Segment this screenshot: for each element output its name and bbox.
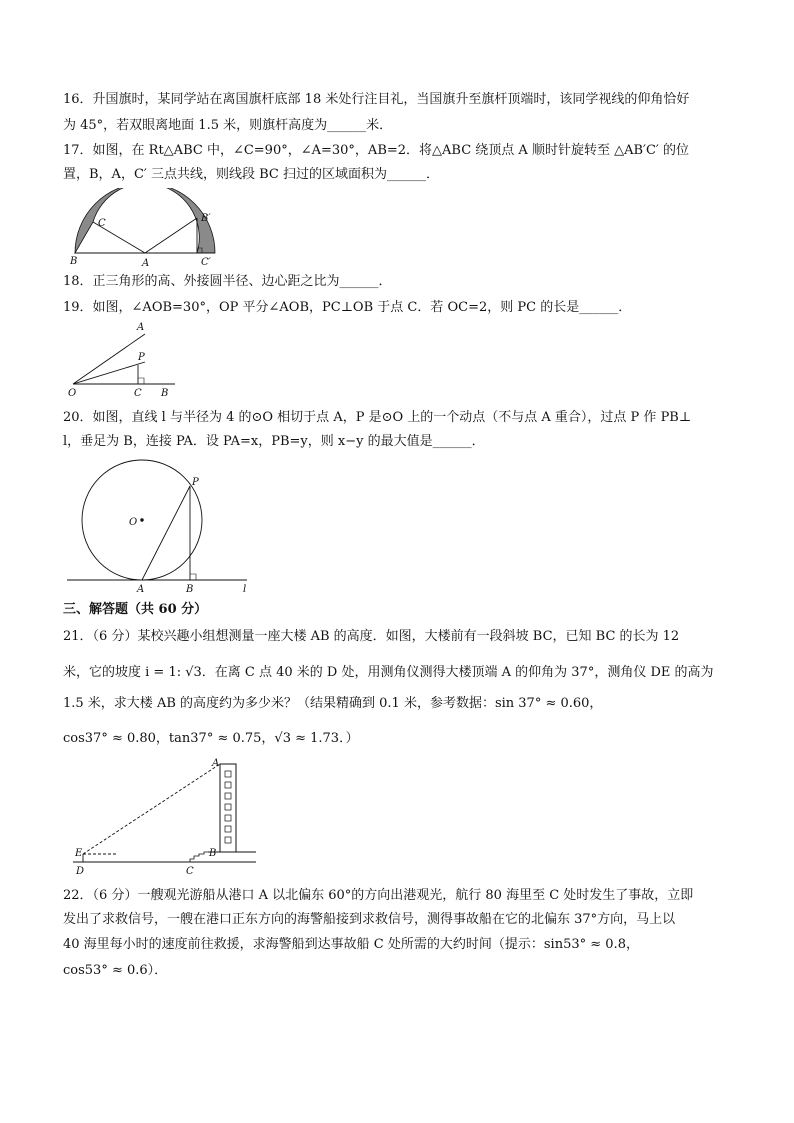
q20-label-o: O [129,517,138,528]
q21-stairs [190,852,208,862]
q20-label-a: A [137,584,145,595]
q20-figure [65,458,255,600]
q22-line-1: 22．（6 分）一艘观光游船从港口 A 以北偏东 60°的方向出港观光，航行 80 海里至 C 处时发生了事故，立即 [63,888,694,903]
q17-line-1: 17．如图，在 Rt△ABC 中，∠C=90°，∠A=30°，AB=2．将△ABC 绕顶点 A 顺时针旋转至 △AB′C′ 的位 [63,143,690,158]
q17-figure [70,188,220,268]
q17-label-c: C [98,218,106,229]
q21-line-1: 21．（6 分）某校兴趣小组想测量一座大楼 AB 的高度．如图，大楼前有一段斜坡 BC，已知 BC 的长为 12 [63,629,680,644]
q16-line-1: 16．升国旗时，某同学站在离国旗杆底部 18 米处行注目礼，当国旗升至旗杆顶端时，该同学视线的仰角恰好 [63,92,690,107]
q19-label-b: B [161,388,169,399]
q22-line-3: 40 海里每小时的速度前往救援，求海警船到达事故船 C 处所需的大约时间（提示：sin53° ≈ 0.8， [63,937,639,952]
q19-label-c: C [134,388,142,399]
q22-line-2: 发出了求救信号，一艘在港口正东方向的海警船接到求救信号，测得事故船在它的北偏东 37°方向，马上以 [63,912,676,927]
q19-label-o: O [68,388,77,399]
q19-label-a: A [137,322,145,333]
q20-label-b: B [186,584,194,595]
q21-label-b: B [209,848,217,859]
q20-label-l: l [243,584,247,595]
q19-line-1: 19．如图，∠AOB=30°，OP 平分∠AOB，PC⊥OB 于点 C．若 OC=2，则 PC 的长是______． [63,300,632,315]
q21-line-4: cos37° ≈ 0.80，tan37° ≈ 0.75，√3 ≈ 1.73．） [63,731,359,746]
q21-label-c: C [186,866,194,877]
q21-label-e: E [75,848,83,859]
q21-label-a: A [212,758,220,769]
q18-line-1: 18．正三角形的高、外接圆半径、边心距之比为______． [63,274,392,289]
q17-line-2: 置，B，A，C′ 三点共线，则线段 BC 扫过的区域面积为______． [63,167,439,182]
q21-line-3: 1.5 米，求大楼 AB 的高度约为多少米？（结果精确到 0.1 米，参考数据：sin 37° ≈ 0.60， [63,696,603,711]
q20-center-dot [140,518,143,521]
q21-figure [68,758,258,880]
q19-figure [65,318,195,400]
q21-label-d: D [76,866,85,877]
q22-line-4: cos53° ≈ 0.6）． [63,963,168,978]
q20-line-2: l，垂足为 B，连接 PA．设 PA=x，PB=y，则 x−y 的最大值是______． [63,434,485,449]
q17-label-b: B [70,256,78,267]
q20-label-p: P [192,477,199,488]
q20-line-1: 20．如图，直线 l 与半径为 4 的⊙O 相切于点 A，P 是⊙O 上的一个动点（不与点 A 重合），过点 P 作 PB⊥ [63,410,692,425]
q19-label-p: P [138,352,145,363]
q17-label-c-prime: C′ [201,257,211,268]
q16-line-2: 为 45°，若双眼离地面 1.5 米，则旗杆高度为______米． [63,118,393,133]
q21-line-2: 米，它的坡度 i = 1: √3．在离 C 点 40 米的 D 处，用测角仪测得大楼顶端 A 的仰角为 37°，测角仪 DE 的高为 [63,665,714,680]
q17-label-b-prime: B′ [201,213,211,224]
q17-label-a: A [142,258,150,268]
section-3-heading: 三、解答题（共 60 分） [63,602,208,617]
